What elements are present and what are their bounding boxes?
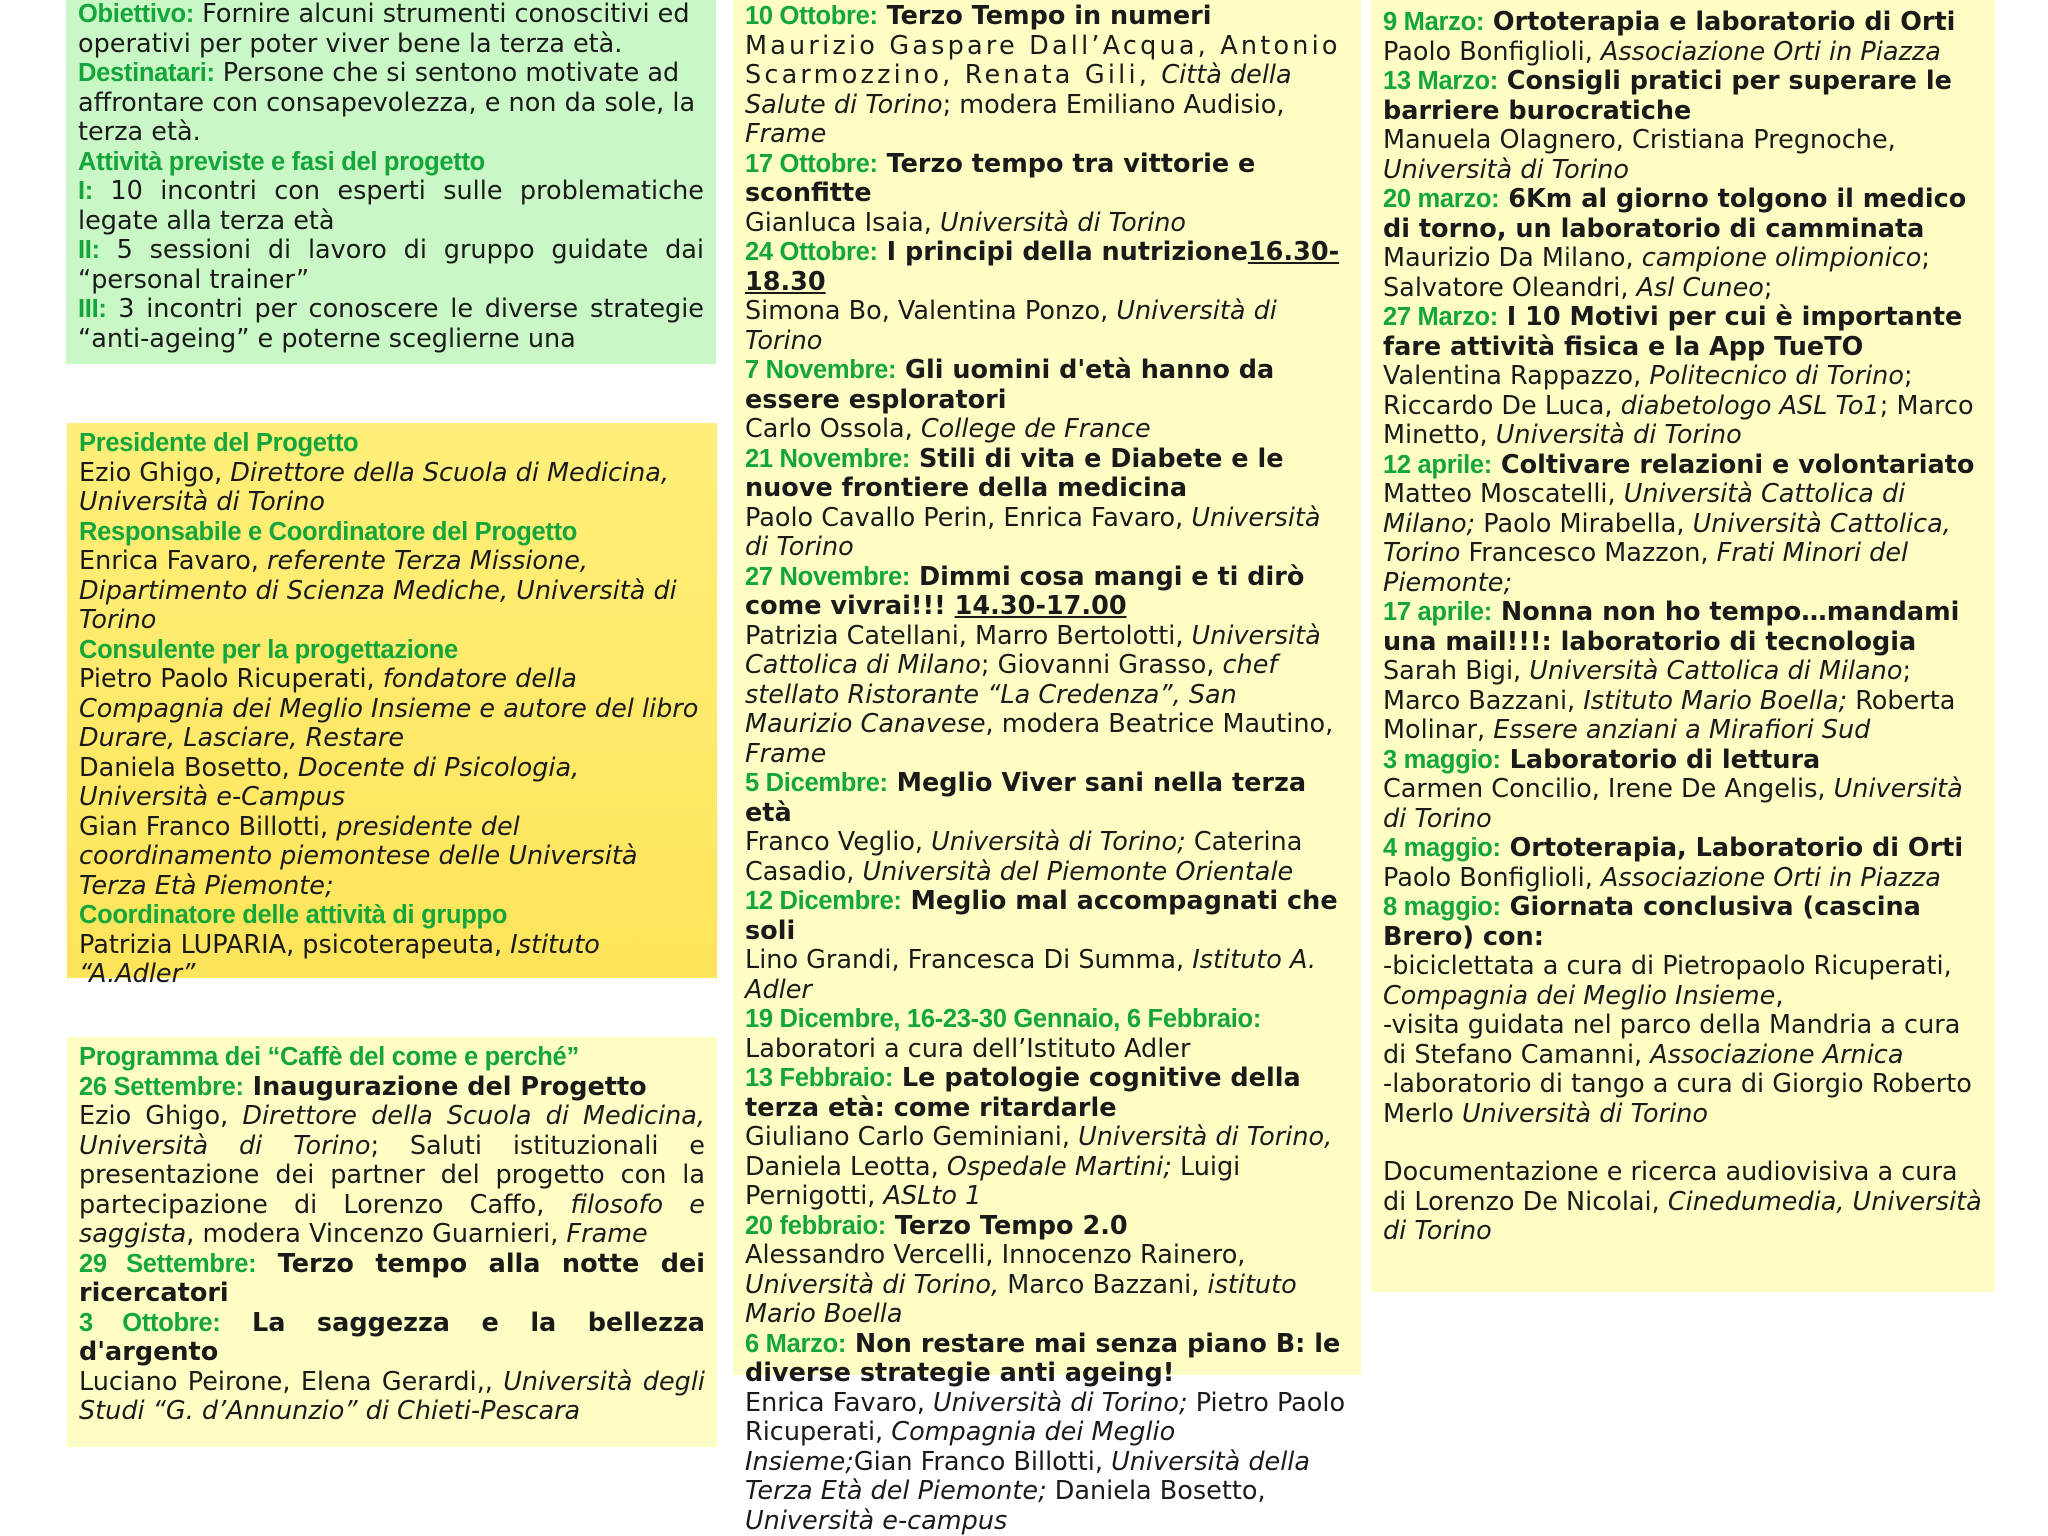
objective-label: Obiettivo: — [78, 0, 194, 28]
event-speakers — [745, 946, 1349, 1005]
program-column-2 — [733, 0, 1361, 1375]
event-date: 27 Novembre: — [745, 563, 910, 591]
phase-2 — [78, 236, 704, 295]
speaker-text: Marco Bazzani, — [999, 1270, 1207, 1300]
event-title-line — [79, 1250, 705, 1309]
event-date: 12 Dicembre: — [745, 887, 902, 915]
event-title: Coltivare relazioni e volontariato — [1492, 450, 1974, 480]
speaker-text: -visita guidata nel parco della Mandria a cura di Stefano Camanni, — [1383, 1010, 1960, 1070]
event-speakers — [1383, 362, 1983, 451]
manager-role: referente Terza Missione, Dipartimento di Scienza Mediche, Università di Torino — [79, 546, 677, 635]
affiliation-text: Università e-campus — [745, 1506, 1007, 1536]
speaker-text: Paolo Cavallo Perin, Enrica Favaro, — [745, 503, 1191, 533]
affiliation-text: Università di Torino — [745, 503, 1321, 563]
event-date: 8 maggio: — [1383, 893, 1501, 921]
event-time: 16.30-18.30 — [745, 237, 1339, 297]
consultant-3 — [79, 813, 705, 902]
event-title-line — [745, 1212, 1349, 1242]
event-date: 4 maggio: — [1383, 834, 1501, 862]
event-date: 3 Ottobre: — [79, 1309, 220, 1337]
event-speakers — [745, 622, 1349, 770]
affiliation-text: Ospedale Martini; — [947, 1152, 1172, 1182]
event-title-line — [1383, 893, 1983, 952]
event-speakers — [745, 504, 1349, 563]
consultant-1 — [79, 665, 705, 754]
affiliation-text: Università della Terza Età del Piemonte; — [745, 1447, 1310, 1507]
phase-1 — [78, 177, 704, 236]
event-title-line — [79, 1073, 705, 1103]
event-date: 20 marzo: — [1383, 185, 1499, 213]
staff-box — [67, 423, 717, 978]
speaker-text: Carmen Concilio, Irene De Angelis, — [1383, 774, 1834, 804]
event-speakers — [1383, 126, 1983, 185]
event-speakers — [1383, 657, 1983, 746]
event-speakers — [79, 1368, 705, 1427]
event-title: Meglio Viver sani nella terza età — [745, 768, 1306, 828]
phase-label: I: — [78, 177, 93, 205]
phase-label: III: — [78, 295, 107, 323]
affiliation-text: Università degli Studi “G. d’Annunzio” di Chieti-Pescara — [79, 1367, 705, 1427]
consultant-name: Gian Franco Billotti, — [79, 812, 336, 842]
affiliation-text: Università di Torino — [1496, 420, 1742, 450]
event-date: 6 Marzo: — [745, 1330, 846, 1358]
event-title-line — [1383, 303, 1983, 362]
speaker-text: Luigi Pernigotti, — [745, 1152, 1240, 1212]
affiliation-text: campione olimpionico — [1642, 243, 1922, 273]
event-date: 21 Novembre: — [745, 445, 910, 473]
event-date: 19 Dicembre, 16-23-30 Gennaio, 6 Febbraio: — [745, 1005, 1261, 1033]
event-title-line — [1383, 8, 1983, 38]
consultant-heading: Consulente per la progettazione — [79, 636, 705, 666]
event-speakers — [745, 1123, 1349, 1212]
targets — [78, 59, 704, 148]
president-heading: Presidente del Progetto — [79, 429, 705, 459]
event-speakers — [745, 1389, 1349, 1536]
event-date: 24 Ottobre: — [745, 238, 878, 266]
speaker-text: -biciclettata a cura di Pietropaolo Ricuperati, — [1383, 951, 1952, 981]
event-time: 14.30-17.00 — [955, 591, 1127, 621]
speaker-text: ; — [1764, 273, 1773, 303]
event-title-line — [745, 1064, 1349, 1123]
event-title: I principi della nutrizione — [878, 237, 1248, 267]
affiliation-text: Università Cattolica di Milano — [1529, 656, 1902, 686]
event-title: Laboratorio di lettura — [1501, 745, 1821, 775]
documentation-credit — [1383, 1158, 1983, 1247]
speaker-text: Paolo Bonfiglioli, — [1383, 863, 1601, 893]
consultant-role: fondatore della Compagnia dei Meglio Insieme e autore del libro Durare, Lasciare, Restare — [79, 664, 698, 753]
event-title-line — [745, 150, 1349, 209]
spacer — [1383, 1129, 1983, 1158]
speaker-text: , modera Vincenzo Guarnieri, — [186, 1219, 566, 1249]
speaker-text: , modera Beatrice Mautino, — [986, 709, 1334, 739]
event-speakers — [1383, 38, 1983, 68]
event-title: Terzo Tempo in numeri — [878, 1, 1212, 31]
event-speakers — [1383, 480, 1983, 598]
event-title: La saggezza e la bellezza d'argento — [79, 1308, 705, 1368]
speaker-text: Francesco Mazzon, — [1460, 538, 1716, 568]
consultant-2 — [79, 754, 705, 813]
event-title-line — [1383, 451, 1983, 481]
event-date: 17 aprile: — [1383, 598, 1492, 626]
speaker-text: Gian Franco Billotti, — [854, 1447, 1111, 1477]
president-name: Ezio Ghigo, — [79, 458, 230, 488]
group-role: Istituto “A.Adler” — [79, 930, 600, 990]
affiliation-text: Istituto A. Adler — [745, 945, 1316, 1005]
event-speakers — [1383, 244, 1983, 303]
speaker-text: Franco Veglio, — [745, 827, 931, 857]
speaker-text: Documentazione e ricerca audiovisiva a cura di Lorenzo De Nicolai, — [1383, 1157, 1958, 1217]
event-title-line — [745, 2, 1349, 32]
affiliation-text: Università di Torino — [1462, 1099, 1708, 1129]
manager-name: Enrica Favaro, — [79, 546, 267, 576]
speaker-text: Lino Grandi, Francesca Di Summa, — [745, 945, 1192, 975]
event-speakers — [745, 1035, 1349, 1065]
affiliation-text: Associazione Orti in Piazza — [1601, 863, 1941, 893]
affiliation-text: Università di Torino, — [1078, 1122, 1332, 1152]
event-title: Le patologie cognitive della terza età: come ritardarle — [745, 1063, 1301, 1123]
event-date: 10 Ottobre: — [745, 2, 878, 30]
affiliation-text: Università di Torino — [745, 296, 1277, 356]
event-title-line — [1383, 834, 1983, 864]
affiliation-text: Essere anziani a Mirafiori Sud — [1493, 715, 1870, 745]
affiliation-text: Università Cattolica di Milano; — [1383, 479, 1905, 539]
event-title-line — [79, 1309, 705, 1368]
event-title: Terzo tempo alla notte dei ricercatori — [79, 1249, 705, 1309]
affiliation-text: istituto Mario Boella — [745, 1270, 1297, 1330]
event-title: Gli uomini d'età hanno da essere esploratori — [745, 355, 1274, 415]
event-speakers — [79, 1102, 705, 1250]
event-title: Ortoterapia, Laboratorio di Orti — [1501, 833, 1963, 863]
affiliation-text: chef stellato Ristorante “La Credenza”, San Maurizio Canavese — [745, 650, 1277, 739]
consultant-name: Daniela Bosetto, — [79, 753, 298, 783]
phase-3 — [78, 295, 704, 354]
group-name: Patrizia LUPARIA, psicoterapeuta, — [79, 930, 510, 960]
speaker-text: Giuliano Carlo Geminiani, — [745, 1122, 1078, 1152]
speaker-text: Ezio Ghigo, — [79, 1101, 242, 1131]
affiliation-text: College de France — [921, 414, 1151, 444]
speaker-text: , — [1775, 981, 1783, 1011]
speaker-text: Maurizio Gaspare Dall’Acqua, Antonio Scarmozzino, Renata Gili, — [745, 31, 1341, 91]
program-box — [67, 1037, 717, 1447]
speaker-text: Roberta Molinar, — [1383, 686, 1955, 746]
event-title-line — [1383, 185, 1983, 244]
event-title-line — [745, 445, 1349, 504]
affiliation-text: Compagnia dei Meglio Insieme — [1383, 981, 1775, 1011]
event-date: 13 Febbraio: — [745, 1064, 893, 1092]
speaker-text: Pietro Paolo Ricuperati, — [745, 1388, 1345, 1448]
speaker-text: Matteo Moscatelli, — [1383, 479, 1624, 509]
phase-label: II: — [78, 236, 100, 264]
president — [79, 459, 705, 518]
event-title: Inaugurazione del Progetto — [244, 1072, 647, 1102]
affiliation-text: Asl Cuneo — [1637, 273, 1764, 303]
event-date: 17 Ottobre: — [745, 150, 878, 178]
closing-activity — [1383, 1070, 1983, 1129]
speaker-text: Luciano Peirone, Elena Gerardi,, — [79, 1367, 503, 1397]
speaker-text: Simona Bo, Valentina Ponzo, — [745, 296, 1116, 326]
affiliation-text: Frame — [745, 119, 826, 149]
affiliation-text: Associazione Arnica — [1650, 1040, 1903, 1070]
event-date: 26 Settembre: — [79, 1073, 244, 1101]
event-title-line — [1383, 598, 1983, 657]
targets-text: Persone che si sentono motivate ad affrontare con consapevolezza, e non da sole, la terza età. — [78, 58, 695, 147]
speaker-text: Enrica Favaro, — [745, 1388, 933, 1418]
event-date: 13 Marzo: — [1383, 67, 1498, 95]
affiliation-text: Direttore della Scuola di Medicina, Università di Torino — [79, 1101, 705, 1161]
closing-activity — [1383, 1011, 1983, 1070]
event-date: 5 Dicembre: — [745, 769, 888, 797]
event-date: 12 aprile: — [1383, 451, 1492, 479]
event-title-line — [1383, 67, 1983, 126]
speaker-text: -laboratorio di tango a cura di Giorgio Roberto Merlo — [1383, 1069, 1972, 1129]
event-title-line — [1383, 746, 1983, 776]
event-title: Nonna non ho tempo…mandami una mail!!!: laboratorio di tecnologia — [1383, 597, 1959, 657]
event-title: Giornata conclusiva (cascina Brero) con: — [1383, 892, 1921, 952]
affiliation-text: Istituto Mario Boella; — [1583, 686, 1847, 716]
speaker-text: Patrizia Catellani, Marro Bertolotti, — [745, 621, 1192, 651]
speaker-text: Sarah Bigi, — [1383, 656, 1529, 686]
speaker-text: Laboratori a cura dell’Istituto Adler — [745, 1034, 1190, 1064]
event-speakers — [745, 415, 1349, 445]
program-heading: Programma dei “Caffè del come e perché” — [79, 1043, 705, 1073]
event-speakers — [745, 209, 1349, 239]
affiliation-text: Università di Torino — [940, 208, 1186, 238]
speaker-text: Paolo Bonfiglioli, — [1383, 37, 1601, 67]
speaker-text: ; Riccardo De Luca, — [1383, 361, 1913, 421]
group-heading: Coordinatore delle attività di gruppo — [79, 901, 705, 931]
event-title-line — [745, 356, 1349, 415]
phase-text: 5 sessioni di lavoro di gruppo guidate dai “personal trainer” — [78, 235, 704, 295]
closing-activity — [1383, 952, 1983, 1011]
event-title: 6Km al giorno tolgono il medico di torno, un laboratorio di camminata — [1383, 184, 1966, 244]
event-title: Meglio mal accompagnati che soli — [745, 886, 1338, 946]
affiliation-text: Università del Piemonte Orientale — [862, 857, 1293, 887]
consultant-name: Pietro Paolo Ricuperati, — [79, 664, 383, 694]
affiliation-text: diabetologo ASL To1 — [1621, 391, 1880, 421]
affiliation-text: filosofo e saggista — [79, 1190, 705, 1250]
event-title-line — [745, 238, 1349, 297]
event-speakers — [1383, 775, 1983, 834]
phase-text: 3 incontri per conoscere le diverse strategie “anti-ageing” e poterne sceglierne una — [78, 294, 704, 354]
phase-text: 10 incontri con esperti sulle problematiche legate alla terza età — [78, 176, 704, 236]
speaker-text: Maurizio Da Milano, — [1383, 243, 1642, 273]
affiliation-text: Università di Torino; — [933, 1388, 1188, 1418]
affiliation-text: Università di Torino; — [931, 827, 1186, 857]
event-date: 29 Settembre: — [79, 1250, 256, 1278]
affiliation-text: Università di Torino — [1383, 774, 1963, 834]
manager-heading: Responsabile e Coordinatore del Progetto — [79, 518, 705, 548]
affiliation-text: Associazione Orti in Piazza — [1601, 37, 1941, 67]
speaker-text: ; Marco Bazzani, — [1383, 656, 1911, 716]
consultant-role: presidente del coordinamento piemontese delle Università Terza Età Piemonte; — [79, 812, 638, 901]
objectives-box — [66, 0, 716, 364]
event-speakers — [745, 297, 1349, 356]
event-title: I 10 Motivi per cui è importante fare attività fisica e la App TueTO — [1383, 302, 1962, 362]
affiliation-text: Frati Minori del Piemonte; — [1383, 538, 1908, 598]
affiliation-text: Università Cattolica di Milano — [745, 621, 1321, 681]
speaker-text: ; Marco Minetto, — [1383, 391, 1974, 451]
event-date: 27 Marzo: — [1383, 303, 1498, 331]
affiliation-text: Università di Torino — [1383, 155, 1629, 185]
speaker-text: Daniela Bosetto, — [1047, 1476, 1266, 1506]
event-title-line — [745, 563, 1349, 622]
affiliation-text: Cinedumedia, Università di Torino — [1383, 1187, 1982, 1247]
speaker-text: ; Saluti istituzionali e presentazione dei partner del progetto con la partecipazione di Lorenzo Caffo, — [79, 1131, 705, 1220]
president-role: Direttore della Scuola di Medicina, Università di Torino — [79, 458, 669, 518]
speaker-text: ; Salvatore Oleandri, — [1383, 243, 1930, 303]
event-title: Terzo Tempo 2.0 — [886, 1211, 1128, 1241]
affiliation-text: Città della Salute di Torino — [745, 60, 1292, 120]
affiliation-text: ASLto 1 — [884, 1181, 982, 1211]
speaker-text: Paolo Mirabella, — [1475, 509, 1692, 539]
affiliation-text: Politecnico di Torino — [1649, 361, 1904, 391]
speaker-text: Carlo Ossola, — [745, 414, 921, 444]
affiliation-text: Compagnia dei Meglio Insieme; — [745, 1417, 1175, 1477]
event-title: Terzo tempo tra vittorie e sconfitte — [745, 149, 1255, 209]
group-coordinator — [79, 931, 705, 990]
speaker-text: ; Giovanni Grasso, — [981, 650, 1223, 680]
event-title: Stili di vita e Diabete e le nuove frontiere della medicina — [745, 444, 1284, 504]
targets-label: Destinatari: — [78, 59, 215, 87]
event-speakers — [1383, 864, 1983, 894]
event-title: Ortoterapia e laboratorio di Orti — [1484, 7, 1955, 37]
event-date: 7 Novembre: — [745, 356, 896, 384]
event-speakers — [745, 1241, 1349, 1330]
affiliation-text: Frame — [745, 739, 826, 769]
event-title-line — [745, 887, 1349, 946]
affiliation-text: Frame — [566, 1219, 647, 1249]
event-title: Consigli pratici per superare le barriere burocratiche — [1383, 66, 1952, 126]
speaker-text: Manuela Olagnero, Cristiana Pregnoche, — [1383, 125, 1896, 155]
speaker-text: Valentina Rappazzo, — [1383, 361, 1649, 391]
speaker-text: Gianluca Isaia, — [745, 208, 940, 238]
event-speakers — [745, 828, 1349, 887]
speaker-text: Alessandro Vercelli, Innocenzo Rainero, — [745, 1240, 1245, 1270]
affiliation-text: Università di Torino, — [745, 1270, 999, 1300]
event-title: Non restare mai senza piano B: le diverse strategie anti ageing! — [745, 1329, 1340, 1389]
event-date: 3 maggio: — [1383, 746, 1501, 774]
event-title-line — [745, 1330, 1349, 1389]
activities-heading: Attività previste e fasi del progetto — [78, 148, 704, 178]
event-speakers — [745, 32, 1349, 150]
event-title-line — [745, 769, 1349, 828]
event-date: 20 febbraio: — [745, 1212, 886, 1240]
objective — [78, 0, 704, 59]
affiliation-text: Università Cattolica, Torino — [1383, 509, 1951, 569]
program-column-3 — [1371, 0, 1995, 1292]
consultant-role: Docente di Psicologia, Università e-Campus — [79, 753, 579, 813]
event-title-line — [745, 1005, 1349, 1035]
event-title: Dimmi cosa mangi e ti dirò come vivrai!!! — [745, 562, 1304, 622]
manager — [79, 547, 705, 636]
event-date: 9 Marzo: — [1383, 8, 1484, 36]
objective-text: Fornire alcuni strumenti conoscitivi ed operativi per poter viver bene la terza età. — [78, 0, 690, 59]
speaker-text: Daniela Leotta, — [745, 1152, 947, 1182]
speaker-text: ; modera Emiliano Audisio, — [943, 90, 1285, 120]
speaker-text: Caterina Casadio, — [745, 827, 1302, 887]
